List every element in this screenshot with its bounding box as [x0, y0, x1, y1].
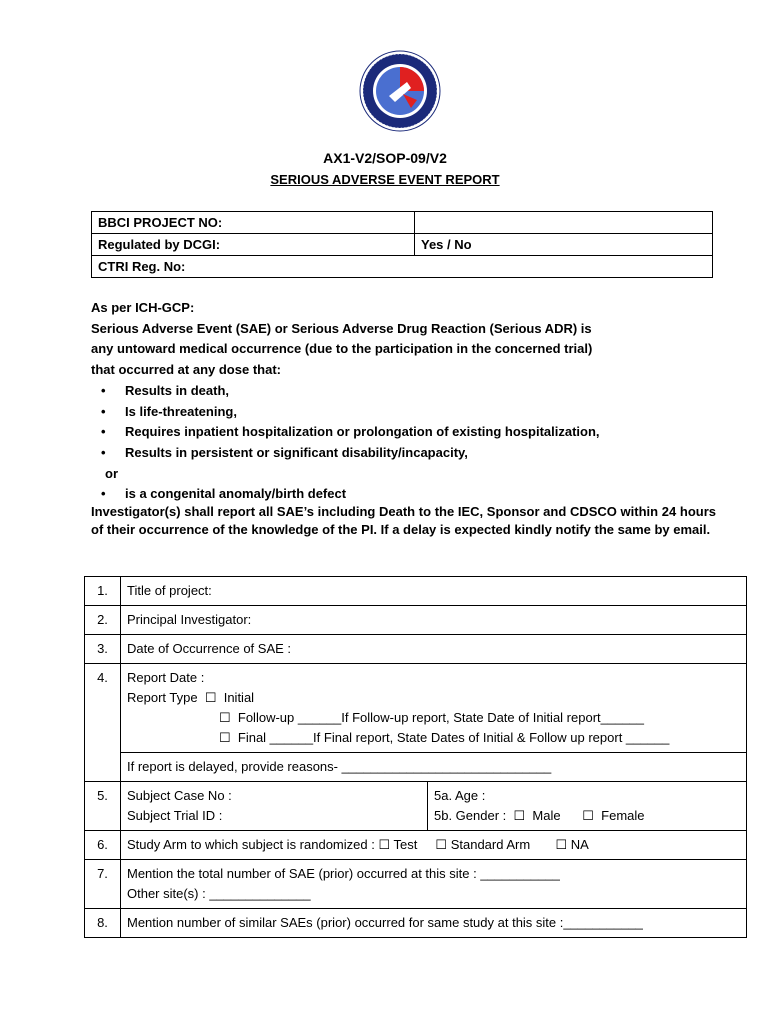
subject-trial-id-field[interactable]: Subject Trial ID : — [127, 808, 223, 823]
project-info-table — [91, 211, 713, 278]
row-number: 7. — [85, 860, 121, 909]
followup-checkbox-icon[interactable]: ☐ — [219, 710, 231, 725]
final-label: Final ______If Final report, State Dates of Initial & Follow up report ______ — [237, 730, 670, 745]
or-text: or — [105, 465, 118, 481]
test-checkbox-icon[interactable]: ☐ — [378, 837, 391, 852]
institute-seal-logo — [359, 50, 441, 132]
table-row — [85, 831, 747, 860]
table-row — [85, 664, 747, 753]
report-date-field[interactable]: Report Date : — [127, 670, 205, 685]
list-item: • Requires inpatient hospitalization or prolongation of existing hospitalization, — [91, 422, 721, 443]
criteria-list — [91, 381, 721, 464]
table-row — [85, 782, 747, 831]
title-of-project-field[interactable]: Title of project: — [121, 577, 747, 606]
final-line — [127, 728, 740, 748]
principal-investigator-field[interactable]: Principal Investigator: — [121, 606, 747, 635]
initial-label: Initial — [223, 690, 255, 705]
bullet-icon: • — [101, 403, 106, 419]
similar-sae-field[interactable]: Mention number of similar SAEs (prior) occurred for same study at this site :___________ — [121, 909, 747, 938]
report-type-label: Report Type — [127, 690, 198, 705]
report-type-cell — [121, 664, 747, 753]
gender-label: 5b. Gender : — [434, 808, 507, 823]
row-number: 8. — [85, 909, 121, 938]
row-number: 2. — [85, 606, 121, 635]
report-type-line — [127, 688, 740, 708]
row-number: 6. — [85, 831, 121, 860]
project-no-label: BBCI PROJECT NO: — [92, 212, 415, 234]
project-no-field[interactable] — [415, 212, 713, 234]
table-row — [85, 753, 747, 782]
list-item: • Results in persistent or significant disability/incapacity, — [91, 443, 721, 464]
followup-label: Follow-up ______If Follow-up report, State Date of Initial report______ — [237, 710, 645, 725]
standard-arm-checkbox-icon[interactable]: ☐ — [435, 837, 448, 852]
regulated-label: Regulated by DCGI: — [92, 234, 415, 256]
row-number: 5. — [85, 782, 121, 831]
table-row — [85, 909, 747, 938]
row-number: 1. — [85, 577, 121, 606]
list-item: • is a congenital anomaly/birth defect — [91, 484, 721, 505]
study-arm-cell — [121, 831, 747, 860]
male-checkbox-icon[interactable]: ☐ — [513, 808, 526, 823]
subject-case-no-field[interactable]: Subject Case No : — [127, 788, 232, 803]
list-item: • Results in death, — [91, 381, 721, 402]
subject-cell — [121, 782, 747, 831]
table-row — [85, 577, 747, 606]
female-checkbox-icon[interactable]: ☐ — [582, 808, 594, 823]
gcp-definition — [91, 298, 721, 505]
gcp-line-2: any untoward medical occurrence (due to the participation in the concerned trial) — [91, 341, 593, 357]
delay-reason-field[interactable]: If report is delayed, provide reasons- _____________________________ — [121, 753, 747, 782]
initial-checkbox-icon[interactable]: ☐ — [204, 690, 217, 705]
gcp-line-1: Serious Adverse Event (SAE) or Serious Adverse Drug Reaction (Serious ADR) is — [91, 320, 592, 336]
female-label: Female — [601, 808, 645, 823]
male-label: Male — [532, 808, 561, 823]
gcp-line-3: that occurred at any dose that: — [91, 362, 281, 378]
document-title: SERIOUS ADVERSE EVENT REPORT — [270, 172, 500, 187]
table-row — [85, 860, 747, 909]
bullet-icon: • — [101, 382, 106, 398]
table-row — [85, 606, 747, 635]
other-sites-field[interactable]: Other site(s) : ______________ — [127, 886, 311, 901]
gcp-heading: As per ICH-GCP: — [91, 300, 195, 315]
regulated-options[interactable]: Yes / No — [415, 234, 713, 256]
final-checkbox-icon[interactable]: ☐ — [219, 730, 231, 745]
sae-form-table — [84, 576, 747, 938]
test-label: Test — [393, 837, 418, 852]
row-number: 4. — [85, 664, 121, 782]
ctri-label[interactable]: CTRI Reg. No: — [92, 256, 713, 278]
bullet-icon: • — [101, 486, 106, 502]
document-code: AX1-V2/SOP-09/V2 — [323, 150, 447, 166]
date-of-occurrence-field[interactable]: Date of Occurrence of SAE : — [121, 635, 747, 664]
site-sae-count-field[interactable]: Mention the total number of SAE (prior) occurred at this site : ___________ — [127, 866, 560, 881]
list-item: • Is life-threatening, — [91, 402, 721, 423]
reporting-note: Investigator(s) shall report all SAE’s including Death to the IEC, Sponsor and CDSCO within 24 hours of their occurrence of the knowledge of the PI. If a delay is expected kindly notify the same by email. — [91, 504, 716, 537]
row-number: 3. — [85, 635, 121, 664]
na-checkbox-icon[interactable]: ☐ — [555, 837, 568, 852]
criteria-list-last — [91, 484, 721, 505]
na-label: NA — [570, 837, 589, 852]
sae-count-cell — [121, 860, 747, 909]
age-field[interactable]: 5a. Age : — [434, 788, 486, 803]
followup-line — [127, 708, 740, 728]
bullet-icon: • — [101, 444, 106, 460]
gender-line — [434, 806, 740, 826]
table-row — [85, 635, 747, 664]
study-arm-label: Study Arm to which subject is randomized : — [127, 837, 375, 852]
standard-arm-label: Standard Arm — [450, 837, 531, 852]
bullet-icon: • — [101, 424, 106, 440]
